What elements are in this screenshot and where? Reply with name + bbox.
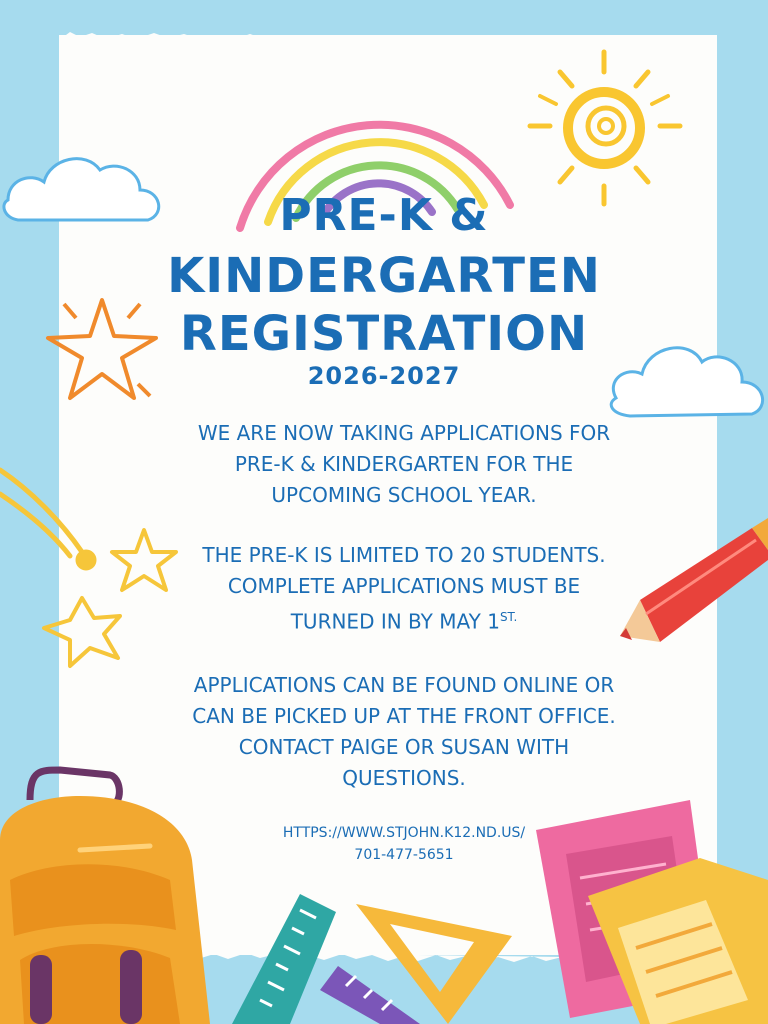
applications-paragraph: WE ARE NOW TAKING APPLICATIONS FOR PRE-K & KINDERGARTEN FOR THE UPCOMING SCHOOL YEAR. xyxy=(197,421,611,507)
limit-paragraph-text: THE PRE-K IS LIMITED TO 20 STUDENTS. COMPLETE APPLICATIONS MUST BE TURNED IN BY MAY 1 xyxy=(202,543,606,634)
website-link[interactable]: HTTPS://WWW.STJOHN.K12.ND.US/ xyxy=(282,825,526,841)
title-line-1: PRE-K & xyxy=(279,190,489,241)
school-year: 2026-2027 xyxy=(307,362,461,390)
pickup-paragraph: APPLICATIONS CAN BE FOUND ONLINE OR CAN BE PICKED UP AT THE FRONT OFFICE. CONTACT PAIGE OR SUSAN WITH QUESTIONS. xyxy=(192,673,616,790)
title-line-2: KINDERGARTEN xyxy=(167,248,601,304)
limit-paragraph-superscript: ST. xyxy=(499,610,518,624)
phone-number: 701-477-5651 xyxy=(354,847,454,863)
limit-paragraph xyxy=(186,540,622,638)
title-line-3: REGISTRATION xyxy=(179,306,589,362)
ruler-icon xyxy=(320,966,420,1024)
